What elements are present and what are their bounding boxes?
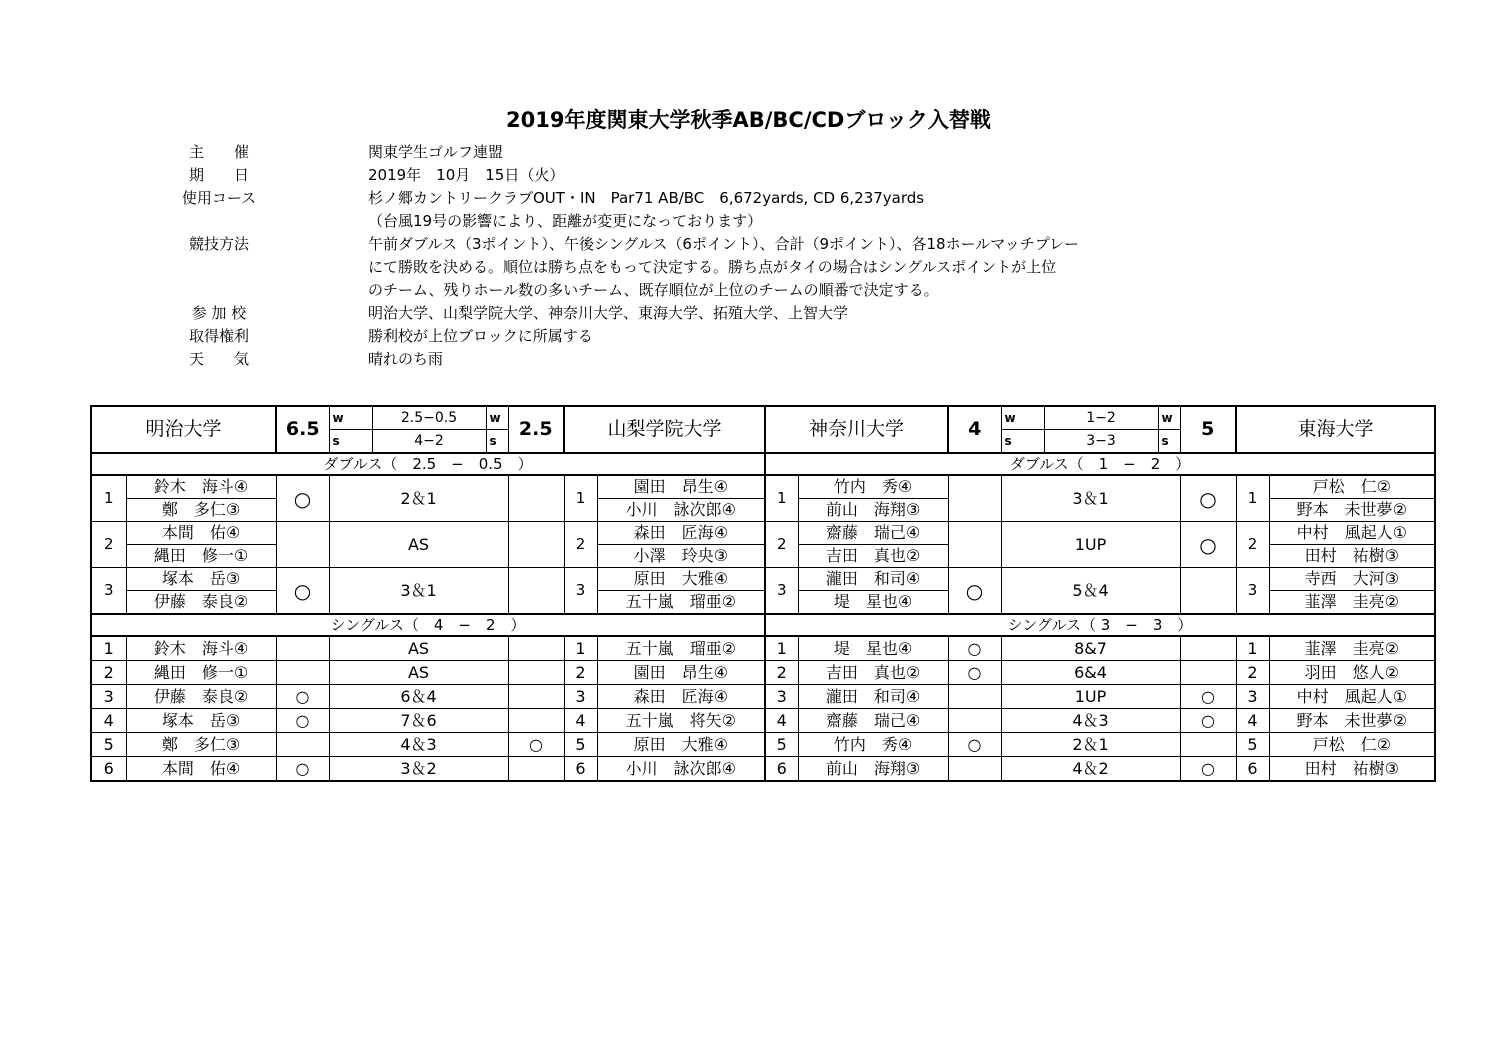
info-line: にて勝敗を決める。順位は勝ち点をもって決定する。勝ち点がタイの場合はシングルスポイントが上位 — [368, 258, 1057, 276]
match-number: 6 — [91, 757, 126, 782]
info-value — [368, 187, 1228, 233]
doubles-header: ダブルス（ 1 − 2 ） — [765, 453, 1435, 475]
singles-row — [91, 733, 1435, 757]
player-name: 本間 佑④ — [126, 522, 276, 545]
win-mark — [276, 636, 329, 661]
player-name: 本間 佑④ — [126, 757, 276, 782]
player-name: 鄭 多仁③ — [126, 499, 276, 522]
player-name: 韮澤 圭亮② — [1269, 591, 1435, 615]
match-result: 8&7 — [1001, 636, 1180, 661]
match-result: 3＆1 — [1001, 475, 1180, 522]
info-value — [368, 302, 1228, 325]
info-row — [160, 302, 1260, 325]
player-name: 五十嵐 将矢② — [597, 709, 765, 733]
win-mark — [948, 685, 1001, 709]
player-name: 田村 祐樹③ — [1269, 757, 1435, 782]
win-mark — [948, 475, 1001, 522]
match-number: 4 — [91, 709, 126, 733]
info-line: 勝利校が上位ブロックに所属する — [368, 327, 593, 345]
player-name: 園田 昂生④ — [597, 475, 765, 499]
win-mark — [1180, 733, 1236, 757]
info-value — [368, 325, 1228, 348]
doubles-row — [91, 522, 1435, 545]
player-name: 瀧田 和司④ — [798, 685, 948, 709]
win-mark: ○ — [948, 661, 1001, 685]
info-row — [160, 348, 1260, 371]
singles-label: s — [486, 430, 508, 454]
doubles-score: 1−2 — [1044, 406, 1158, 430]
pair-number: 2 — [765, 522, 798, 568]
pair-number: 3 — [91, 568, 126, 615]
win-mark — [508, 522, 564, 568]
doubles-label: w — [1001, 406, 1044, 430]
win-mark — [508, 568, 564, 615]
info-line: 関東学生ゴルフ連盟 — [368, 143, 504, 161]
player-name: 園田 昂生④ — [597, 661, 765, 685]
win-mark: ○ — [1180, 685, 1236, 709]
win-mark: ○ — [276, 685, 329, 709]
event-info — [160, 141, 1260, 371]
player-name: 堤 星也④ — [798, 636, 948, 661]
info-row — [160, 233, 1260, 302]
win-mark: ○ — [948, 636, 1001, 661]
player-name: 韮澤 圭亮② — [1269, 636, 1435, 661]
info-row — [160, 187, 1260, 233]
singles-score: 3−3 — [1044, 430, 1158, 454]
player-name: 塚本 岳③ — [126, 568, 276, 591]
singles-row — [91, 636, 1435, 661]
doubles-label: w — [486, 406, 508, 430]
pair-number: 2 — [91, 522, 126, 568]
match-number: 3 — [1236, 685, 1269, 709]
doubles-label: w — [329, 406, 372, 430]
info-line: （台風19号の影響により、距離が変更になっております） — [368, 212, 763, 230]
player-name: 縄田 修一① — [126, 545, 276, 568]
info-value — [368, 164, 1228, 187]
pair-number: 1 — [765, 475, 798, 522]
player-name: 田村 祐樹③ — [1269, 545, 1435, 568]
document-title: 2019年度関東大学秋季AB/BC/CDブロック入替戦 — [506, 108, 991, 132]
match-result: 7＆6 — [329, 709, 508, 733]
win-mark — [508, 636, 564, 661]
player-name: 羽田 悠人② — [1269, 661, 1435, 685]
player-name: 中村 風起人① — [1269, 685, 1435, 709]
pair-number: 1 — [564, 475, 597, 522]
player-name: 小川 詠次郎④ — [597, 757, 765, 782]
singles-row — [91, 709, 1435, 733]
match-result: 6&4 — [1001, 661, 1180, 685]
player-name: 前山 海翔③ — [798, 757, 948, 782]
pair-number: 2 — [1236, 522, 1269, 568]
player-name: 伊藤 泰良② — [126, 685, 276, 709]
match-number: 1 — [1236, 636, 1269, 661]
match-number: 3 — [564, 685, 597, 709]
pair-number: 3 — [765, 568, 798, 615]
singles-label: s — [1158, 430, 1180, 454]
singles-row — [91, 661, 1435, 685]
match-result: 5＆4 — [1001, 568, 1180, 615]
match-result: 6＆4 — [329, 685, 508, 709]
team-name-a: 神奈川大学 — [765, 406, 948, 453]
match-number: 4 — [1236, 709, 1269, 733]
match-result: AS — [329, 522, 508, 568]
info-row — [160, 141, 1260, 164]
doubles-header: ダブルス（ 2.5 − 0.5 ） — [91, 453, 765, 475]
info-label: 参 加 校 — [191, 304, 247, 322]
player-name: 吉田 真也② — [798, 545, 948, 568]
win-mark — [508, 661, 564, 685]
info-line: 明治大学、山梨学院大学、神奈川大学、東海大学、拓殖大学、上智大学 — [368, 304, 849, 322]
match-result: 3＆2 — [329, 757, 508, 782]
singles-row — [91, 685, 1435, 709]
match-number: 1 — [91, 636, 126, 661]
match-number: 2 — [91, 661, 126, 685]
info-label: 取得権利 — [188, 327, 249, 345]
pair-number: 1 — [91, 475, 126, 522]
info-line: 晴れのち雨 — [368, 350, 444, 368]
match-number: 3 — [91, 685, 126, 709]
player-name: 五十嵐 瑠亜② — [597, 591, 765, 615]
pair-number: 2 — [564, 522, 597, 568]
match-result: 4＆3 — [1001, 709, 1180, 733]
win-mark — [276, 661, 329, 685]
match-result: 1UP — [1001, 685, 1180, 709]
match-result: 2＆1 — [329, 475, 508, 522]
info-value — [368, 233, 1228, 302]
doubles-row — [91, 568, 1435, 591]
win-mark — [948, 709, 1001, 733]
info-row — [160, 325, 1260, 348]
win-mark — [508, 475, 564, 522]
match-number: 3 — [765, 685, 798, 709]
player-name: 縄田 修一① — [126, 661, 276, 685]
info-label: 期 日 — [188, 166, 249, 184]
player-name: 原田 大雅④ — [597, 733, 765, 757]
doubles-score: 2.5−0.5 — [372, 406, 486, 430]
win-mark — [276, 522, 329, 568]
win-mark: ○ — [276, 709, 329, 733]
team-name-a: 明治大学 — [91, 406, 276, 453]
info-label: 天 気 — [188, 350, 249, 368]
win-mark — [508, 709, 564, 733]
info-value — [368, 141, 1228, 164]
singles-score: 4−2 — [372, 430, 486, 454]
match-number: 5 — [765, 733, 798, 757]
match-number: 4 — [765, 709, 798, 733]
info-value — [368, 348, 1228, 371]
team-header-row — [91, 406, 1435, 430]
player-name: 瀧田 和司④ — [798, 568, 948, 591]
player-name: 野本 未世夢② — [1269, 499, 1435, 522]
info-line: 2019年 10月 15日（火） — [368, 166, 565, 184]
player-name: 竹内 秀④ — [798, 475, 948, 499]
win-mark: ○ — [508, 733, 564, 757]
total-points-a: 6.5 — [276, 406, 329, 453]
win-mark — [1180, 636, 1236, 661]
team-name-b: 山梨学院大学 — [564, 406, 765, 453]
win-mark: ○ — [1180, 475, 1236, 522]
win-mark — [508, 685, 564, 709]
player-name: 戸松 仁② — [1269, 733, 1435, 757]
info-label: 競技方法 — [188, 235, 249, 253]
doubles-label: w — [1158, 406, 1180, 430]
win-mark: ○ — [1180, 709, 1236, 733]
team-name-b: 東海大学 — [1236, 406, 1435, 453]
match-number: 6 — [1236, 757, 1269, 782]
info-line: のチーム、残りホール数の多いチーム、既存順位が上位のチームの順番で決定する。 — [368, 281, 939, 299]
info-line: 杉ノ郷カントリークラブOUT・IN Par71 AB/BC 6,672yards, CD 6,237yards — [368, 189, 925, 207]
player-name: 森田 匠海④ — [597, 522, 765, 545]
pair-number: 3 — [564, 568, 597, 615]
player-name: 吉田 真也② — [798, 661, 948, 685]
win-mark — [948, 757, 1001, 782]
match-result: AS — [329, 661, 508, 685]
singles-label: s — [1001, 430, 1044, 454]
player-name: 寺西 大河③ — [1269, 568, 1435, 591]
match-number: 6 — [564, 757, 597, 782]
match-number: 2 — [564, 661, 597, 685]
match-result: 3＆1 — [329, 568, 508, 615]
player-name: 森田 匠海④ — [597, 685, 765, 709]
player-name: 齋藤 瑞己④ — [798, 522, 948, 545]
match-result: 2＆1 — [1001, 733, 1180, 757]
match-result: AS — [329, 636, 508, 661]
doubles-section-row — [91, 453, 1435, 475]
win-mark — [276, 733, 329, 757]
match-number: 1 — [765, 636, 798, 661]
player-name: 鄭 多仁③ — [126, 733, 276, 757]
match-result: 4＆3 — [329, 733, 508, 757]
singles-header: シングルス（ 3 − 3 ） — [765, 614, 1435, 636]
pair-number: 1 — [1236, 475, 1269, 522]
info-label: 使用コース — [181, 189, 257, 207]
results-table — [90, 405, 1436, 782]
win-mark — [1180, 661, 1236, 685]
total-points-a: 4 — [948, 406, 1001, 453]
win-mark: ○ — [276, 757, 329, 782]
singles-header: シングルス（ 4 − 2 ） — [91, 614, 765, 636]
win-mark — [1180, 568, 1236, 615]
match-number: 1 — [564, 636, 597, 661]
match-number: 5 — [564, 733, 597, 757]
match-number: 2 — [765, 661, 798, 685]
win-mark: ○ — [948, 568, 1001, 615]
player-name: 伊藤 泰良② — [126, 591, 276, 615]
total-points-b: 5 — [1180, 406, 1236, 453]
match-number: 5 — [1236, 733, 1269, 757]
player-name: 野本 未世夢② — [1269, 709, 1435, 733]
match-result: 4＆2 — [1001, 757, 1180, 782]
player-name: 鈴木 海斗④ — [126, 636, 276, 661]
player-name: 竹内 秀④ — [798, 733, 948, 757]
player-name: 小澤 玲央③ — [597, 545, 765, 568]
match-number: 5 — [91, 733, 126, 757]
match-number: 4 — [564, 709, 597, 733]
win-mark — [948, 522, 1001, 568]
info-line: 午前ダブルス（3ポイント）、午後シングルス（6ポイント）、合計（9ポイント）、各18ホールマッチプレー — [368, 235, 1080, 253]
match-number: 6 — [765, 757, 798, 782]
player-name: 塚本 岳③ — [126, 709, 276, 733]
info-label: 主 催 — [188, 143, 249, 161]
win-mark: ○ — [1180, 522, 1236, 568]
info-row — [160, 164, 1260, 187]
win-mark: ○ — [276, 475, 329, 522]
player-name: 原田 大雅④ — [597, 568, 765, 591]
player-name: 中村 風起人① — [1269, 522, 1435, 545]
player-name: 堤 星也④ — [798, 591, 948, 615]
player-name: 鈴木 海斗④ — [126, 475, 276, 499]
total-points-b: 2.5 — [508, 406, 564, 453]
match-result: 1UP — [1001, 522, 1180, 568]
win-mark: ○ — [1180, 757, 1236, 782]
player-name: 齋藤 瑞己④ — [798, 709, 948, 733]
player-name: 五十嵐 瑠亜② — [597, 636, 765, 661]
match-number: 2 — [1236, 661, 1269, 685]
player-name: 小川 詠次郎④ — [597, 499, 765, 522]
pair-number: 3 — [1236, 568, 1269, 615]
singles-section-row — [91, 614, 1435, 636]
doubles-row — [91, 475, 1435, 499]
win-mark: ○ — [948, 733, 1001, 757]
singles-label: s — [329, 430, 372, 454]
win-mark: ○ — [276, 568, 329, 615]
singles-row — [91, 757, 1435, 782]
player-name: 前山 海翔③ — [798, 499, 948, 522]
win-mark — [508, 757, 564, 782]
player-name: 戸松 仁② — [1269, 475, 1435, 499]
